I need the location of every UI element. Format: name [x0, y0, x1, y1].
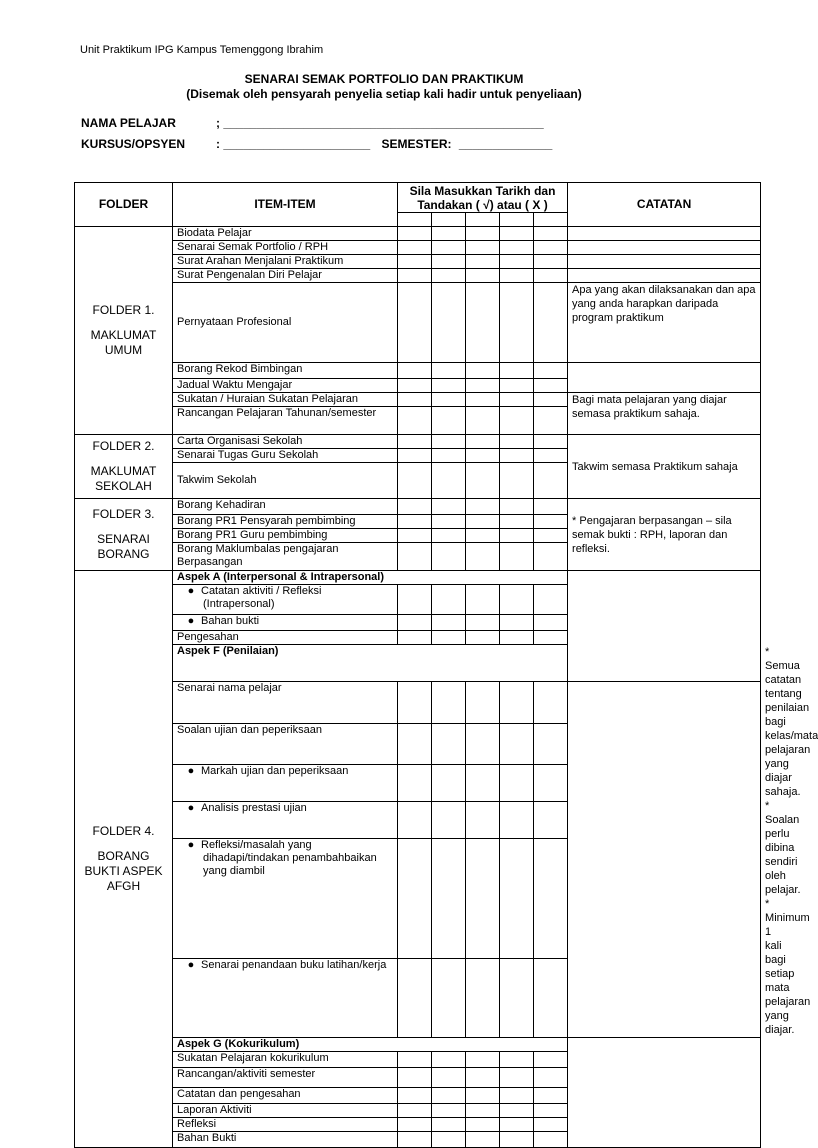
check-cell[interactable] — [466, 449, 500, 463]
check-cell[interactable] — [500, 802, 534, 839]
check-cell[interactable] — [432, 241, 466, 255]
spacer — [79, 839, 168, 849]
check-cell[interactable] — [534, 802, 568, 839]
folder-cell — [75, 571, 173, 1148]
check-cell[interactable] — [466, 802, 500, 839]
table-row — [75, 1038, 761, 1052]
unit-header: Unit Praktikum IPG Kampus Temenggong Ibrahim — [80, 44, 324, 56]
bullet-icon: ● — [187, 838, 195, 851]
check-cell[interactable] — [432, 1052, 466, 1068]
check-cell[interactable] — [500, 435, 534, 449]
folder-cell — [75, 435, 173, 499]
check-cell[interactable] — [500, 269, 534, 283]
table-row — [75, 959, 761, 1038]
item-label: Borang Kehadiran — [173, 499, 398, 515]
check-cell[interactable] — [466, 241, 500, 255]
table-row — [75, 499, 761, 515]
check-cell[interactable] — [398, 463, 432, 499]
item-label: Sukatan Pelajaran kokurikulum — [173, 1052, 398, 1068]
item-label: Catatan dan pengesahan — [173, 1088, 398, 1104]
check-cell[interactable] — [534, 463, 568, 499]
check-cell[interactable] — [466, 227, 500, 241]
check-cell[interactable] — [500, 463, 534, 499]
item-label: Rancangan Pelajaran Tahunan/semester — [173, 407, 398, 435]
check-cell[interactable] — [466, 269, 500, 283]
check-cell[interactable] — [466, 1052, 500, 1068]
check-cell[interactable] — [432, 838, 466, 959]
table-row — [75, 241, 761, 255]
catatan-note: * Pengajaran berpasangan – sila semak bukti : RPH, laporan dan refleksi. — [568, 499, 761, 571]
folder-description: BORANG BUKTI ASPEK AFGH — [84, 849, 163, 893]
check-cell[interactable] — [398, 255, 432, 269]
bullet-icon: ● — [187, 959, 195, 972]
check-cell[interactable] — [534, 379, 568, 393]
item-text: Senarai penandaan buku latihan/kerja — [201, 959, 387, 972]
check-cell[interactable] — [398, 1118, 432, 1132]
kursus-label: KURSUS/OPSYEN — [81, 137, 186, 151]
check-cell[interactable] — [432, 802, 466, 839]
catatan-note — [568, 241, 761, 255]
check-cell[interactable] — [534, 227, 568, 241]
check-cell[interactable] — [398, 379, 432, 393]
check-cell[interactable] — [500, 241, 534, 255]
check-cell[interactable] — [534, 499, 568, 515]
check-cell[interactable] — [500, 283, 534, 363]
check-cell[interactable] — [398, 449, 432, 463]
folder-cell — [75, 227, 173, 435]
folder-description: SENARAI BORANG — [97, 532, 150, 561]
check-cell[interactable] — [500, 499, 534, 515]
folder-name: FOLDER 1. — [92, 303, 155, 317]
check-cell[interactable] — [466, 631, 500, 645]
catatan-note — [568, 269, 761, 283]
check-cell[interactable] — [466, 393, 500, 407]
check-cell[interactable] — [534, 838, 568, 959]
check-cell[interactable] — [398, 681, 432, 723]
check-cell[interactable] — [398, 802, 432, 839]
check-cell[interactable] — [432, 765, 466, 802]
item-label: Takwim Sekolah — [173, 463, 398, 499]
document-subtitle: (Disemak oleh pensyarah penyelia setiap kali hadir untuk penyeliaan) — [186, 87, 582, 101]
check-cell[interactable] — [466, 283, 500, 363]
catatan-note: Apa yang akan dilaksanakan dan apa yang anda harapkan daripada program praktikum — [568, 283, 761, 363]
check-cell[interactable] — [534, 213, 568, 227]
nama-pelajar-label: NAMA PELAJAR — [81, 116, 176, 130]
spacer — [79, 454, 168, 464]
check-cell[interactable] — [500, 585, 534, 615]
check-cell[interactable] — [432, 379, 466, 393]
bullet-icon: ● — [187, 802, 195, 815]
check-cell[interactable] — [500, 1052, 534, 1068]
check-cell[interactable] — [466, 363, 500, 379]
nama-pelajar-field[interactable]: ; ________________________________________________ — [216, 116, 544, 130]
check-cell[interactable] — [432, 1132, 466, 1148]
check-cell[interactable] — [398, 529, 432, 543]
check-cell[interactable] — [500, 407, 534, 435]
table-row — [75, 838, 761, 959]
check-cell[interactable] — [500, 1132, 534, 1148]
check-cell[interactable] — [432, 463, 466, 499]
catatan-note — [568, 255, 761, 269]
item-label: Carta Organisasi Sekolah — [173, 435, 398, 449]
check-cell[interactable] — [398, 723, 432, 765]
check-cell[interactable] — [432, 255, 466, 269]
check-cell[interactable] — [534, 407, 568, 435]
folder-name: FOLDER 2. — [92, 439, 155, 453]
table-row — [75, 363, 761, 379]
semester-label: SEMESTER: — [381, 137, 452, 151]
folder-name: FOLDER 4. — [92, 824, 155, 838]
spacer — [79, 318, 168, 328]
check-cell[interactable] — [534, 269, 568, 283]
table-row — [75, 269, 761, 283]
check-cell[interactable] — [466, 1068, 500, 1088]
check-cell[interactable] — [466, 1132, 500, 1148]
check-cell[interactable] — [398, 1132, 432, 1148]
table-row — [75, 765, 761, 802]
check-cell[interactable] — [466, 1088, 500, 1104]
check-cell[interactable] — [432, 529, 466, 543]
item-label: Senarai Tugas Guru Sekolah — [173, 449, 398, 463]
document-title: SENARAI SEMAK PORTFOLIO DAN PRAKTIKUM — [244, 72, 524, 86]
check-cell[interactable] — [500, 838, 534, 959]
check-cell[interactable] — [466, 838, 500, 959]
check-cell[interactable] — [466, 1104, 500, 1118]
check-cell[interactable] — [398, 838, 432, 959]
check-cell[interactable] — [466, 515, 500, 529]
aspek-f-heading: Aspek F (Penilaian) — [173, 645, 568, 682]
bullet-icon: ● — [187, 765, 195, 778]
check-cell[interactable] — [398, 615, 432, 631]
check-cell[interactable] — [500, 1118, 534, 1132]
item-label: Surat Pengenalan Diri Pelajar — [173, 269, 398, 283]
check-cell[interactable] — [500, 255, 534, 269]
folder-description: MAKLUMAT UMUM — [90, 328, 157, 357]
check-cell[interactable] — [398, 1088, 432, 1104]
check-cell[interactable] — [432, 363, 466, 379]
check-cell[interactable] — [466, 681, 500, 723]
check-cell[interactable] — [466, 543, 500, 571]
item-label — [173, 585, 398, 615]
check-cell[interactable] — [432, 1104, 466, 1118]
check-cell[interactable] — [534, 1088, 568, 1104]
check-cell[interactable] — [500, 227, 534, 241]
check-cell[interactable] — [534, 543, 568, 571]
item-text: Refleksi/masalah yang dihadapi/tindakan penambahbaikan yang diambil — [201, 838, 377, 877]
nama-pelajar-row — [81, 116, 544, 130]
check-cell[interactable] — [534, 515, 568, 529]
col-header-sila: Sila Masukkan Tarikh dan Tandakan ( √) atau ( X ) — [398, 183, 568, 213]
kursus-field[interactable]: : ______________________ — [216, 137, 371, 151]
checklist-table — [74, 182, 818, 1148]
check-cell[interactable] — [466, 255, 500, 269]
item-label: Jadual Waktu Mengajar — [173, 379, 398, 393]
check-cell[interactable] — [432, 585, 466, 615]
check-cell[interactable] — [398, 407, 432, 435]
check-cell[interactable] — [466, 585, 500, 615]
item-label — [173, 765, 398, 802]
catatan-note: Takwim semasa Praktikum sahaja — [568, 435, 761, 499]
table-row — [75, 681, 761, 723]
check-cell[interactable] — [398, 227, 432, 241]
check-cell[interactable] — [466, 723, 500, 765]
check-cell[interactable] — [398, 585, 432, 615]
check-cell[interactable] — [432, 435, 466, 449]
check-cell[interactable] — [534, 1068, 568, 1088]
check-cell[interactable] — [432, 227, 466, 241]
check-cell[interactable] — [398, 241, 432, 255]
folder-cell — [75, 499, 173, 571]
check-cell[interactable] — [432, 959, 466, 1038]
check-cell[interactable] — [398, 959, 432, 1038]
item-label: Borang PR1 Guru pembimbing — [173, 529, 398, 543]
aspek-g-heading: Aspek G (Kokurikulum) — [173, 1038, 568, 1052]
item-label: Refleksi — [173, 1118, 398, 1132]
check-cell[interactable] — [398, 631, 432, 645]
item-label: Borang Maklumbalas pengajaran Berpasangan — [173, 543, 398, 571]
check-cell[interactable] — [432, 543, 466, 571]
check-cell[interactable] — [500, 1088, 534, 1104]
bullet-icon: ● — [187, 585, 195, 597]
check-cell[interactable] — [500, 681, 534, 723]
item-text: Bahan bukti — [201, 615, 260, 627]
item-text: Catatan aktiviti / Refleksi (Intrapersonal) — [201, 585, 322, 610]
item-label: Rancangan/aktiviti semester — [173, 1068, 398, 1088]
item-label — [173, 959, 398, 1038]
check-cell[interactable] — [432, 213, 466, 227]
check-cell[interactable] — [432, 615, 466, 631]
check-cell[interactable] — [500, 449, 534, 463]
check-cell[interactable] — [398, 515, 432, 529]
check-cell[interactable] — [398, 1104, 432, 1118]
check-cell[interactable] — [432, 393, 466, 407]
check-cell[interactable] — [534, 363, 568, 379]
check-cell[interactable] — [500, 543, 534, 571]
check-cell[interactable] — [500, 1068, 534, 1088]
check-cell[interactable] — [432, 449, 466, 463]
check-cell[interactable] — [398, 283, 432, 363]
check-cell[interactable] — [534, 681, 568, 723]
check-cell[interactable] — [466, 379, 500, 393]
check-cell[interactable] — [398, 765, 432, 802]
item-label: Borang Rekod Bimbingan — [173, 363, 398, 379]
check-cell[interactable] — [534, 615, 568, 631]
table-row — [75, 255, 761, 269]
item-label: Surat Arahan Menjalani Praktikum — [173, 255, 398, 269]
item-label: Senarai nama pelajar — [173, 681, 398, 723]
table-row — [75, 435, 761, 449]
check-cell[interactable] — [432, 283, 466, 363]
item-label — [173, 615, 398, 631]
check-cell[interactable] — [500, 723, 534, 765]
check-cell[interactable] — [466, 463, 500, 499]
check-cell[interactable] — [500, 765, 534, 802]
bullet-icon: ● — [187, 615, 195, 627]
col-header-item: ITEM-ITEM — [173, 183, 398, 227]
folder-description: MAKLUMAT SEKOLAH — [90, 464, 157, 493]
check-cell[interactable] — [398, 1068, 432, 1088]
check-cell[interactable] — [432, 1068, 466, 1088]
col-header-folder: FOLDER — [75, 183, 173, 227]
check-cell[interactable] — [534, 393, 568, 407]
check-cell[interactable] — [398, 213, 432, 227]
check-cell[interactable] — [432, 499, 466, 515]
check-cell[interactable] — [432, 269, 466, 283]
check-cell[interactable] — [398, 1052, 432, 1068]
check-cell[interactable] — [466, 615, 500, 631]
catatan-note — [568, 227, 761, 241]
check-cell[interactable] — [466, 213, 500, 227]
table-row — [75, 723, 761, 765]
check-cell[interactable] — [466, 529, 500, 543]
table-row — [75, 571, 761, 585]
check-cell[interactable] — [534, 1104, 568, 1118]
item-label: Sukatan / Huraian Sukatan Pelajaran — [173, 393, 398, 407]
check-cell[interactable] — [534, 255, 568, 269]
kursus-row — [81, 137, 552, 151]
check-cell[interactable] — [500, 1104, 534, 1118]
item-label — [173, 802, 398, 839]
table-row — [75, 183, 761, 213]
check-cell[interactable] — [398, 363, 432, 379]
check-cell[interactable] — [534, 1052, 568, 1068]
catatan-note — [568, 571, 761, 682]
check-cell[interactable] — [466, 407, 500, 435]
check-cell[interactable] — [466, 499, 500, 515]
catatan-note — [568, 1038, 761, 1148]
check-cell[interactable] — [398, 543, 432, 571]
check-cell[interactable] — [534, 631, 568, 645]
catatan-note: Bagi mata pelajaran yang diajar semasa praktikum sahaja. — [568, 393, 761, 435]
folder-name: FOLDER 3. — [92, 507, 155, 521]
spacer — [79, 522, 168, 532]
check-cell[interactable] — [534, 241, 568, 255]
check-cell[interactable] — [534, 723, 568, 765]
item-label — [173, 838, 398, 959]
table-row — [75, 283, 761, 363]
check-cell[interactable] — [500, 959, 534, 1038]
check-cell[interactable] — [534, 449, 568, 463]
check-cell[interactable] — [500, 213, 534, 227]
check-cell[interactable] — [534, 435, 568, 449]
check-cell[interactable] — [534, 283, 568, 363]
check-cell[interactable] — [534, 585, 568, 615]
item-label: Biodata Pelajar — [173, 227, 398, 241]
item-label: Borang PR1 Pensyarah pembimbing — [173, 515, 398, 529]
check-cell[interactable] — [432, 723, 466, 765]
table-row — [75, 802, 761, 839]
check-cell[interactable] — [432, 631, 466, 645]
catatan-note — [568, 363, 761, 393]
check-cell[interactable] — [500, 631, 534, 645]
check-cell[interactable] — [432, 681, 466, 723]
table-row: Aspek F (Penilaian) * Semua catatan tentang penilaian bagi kelas/mata pelajaran yang diajar sahaja. * Soalan perlu dibina sendiri oleh pelajar. * Minimum 1 kali bagi setiap mata pelajaran yang diajar. — [75, 645, 761, 682]
check-cell[interactable] — [432, 407, 466, 435]
check-cell[interactable] — [534, 1118, 568, 1132]
check-cell[interactable] — [398, 269, 432, 283]
item-text: Markah ujian dan peperiksaan — [201, 765, 349, 778]
semester-field[interactable]: ______________ — [458, 137, 553, 151]
check-cell[interactable] — [466, 1118, 500, 1132]
check-cell[interactable] — [466, 959, 500, 1038]
check-cell[interactable] — [534, 959, 568, 1038]
aspek-a-heading: Aspek A (Interpersonal & Intrapersonal) — [173, 571, 568, 585]
item-label: Senarai Semak Portfolio / RPH — [173, 241, 398, 255]
item-text: Analisis prestasi ujian — [201, 802, 307, 815]
check-cell[interactable] — [466, 435, 500, 449]
col-header-catatan: CATATAN — [568, 183, 761, 227]
item-label: Soalan ujian dan peperiksaan — [173, 723, 398, 765]
check-cell[interactable] — [500, 379, 534, 393]
check-cell[interactable] — [432, 1088, 466, 1104]
check-cell[interactable] — [466, 765, 500, 802]
table-row — [75, 393, 761, 407]
check-cell[interactable] — [432, 515, 466, 529]
check-cell[interactable] — [398, 393, 432, 407]
check-cell[interactable] — [500, 515, 534, 529]
check-cell[interactable] — [534, 765, 568, 802]
check-cell[interactable] — [398, 499, 432, 515]
check-cell[interactable] — [500, 615, 534, 631]
item-label: Laporan Aktiviti — [173, 1104, 398, 1118]
check-cell[interactable] — [534, 529, 568, 543]
item-label: Pengesahan — [173, 631, 398, 645]
check-cell[interactable] — [500, 393, 534, 407]
item-label: Bahan Bukti — [173, 1132, 398, 1148]
check-cell[interactable] — [432, 1118, 466, 1132]
item-label: Pernyataan Profesional — [173, 283, 398, 363]
table-row — [75, 227, 761, 241]
check-cell[interactable] — [398, 435, 432, 449]
check-cell[interactable] — [534, 1132, 568, 1148]
check-cell[interactable] — [500, 363, 534, 379]
check-cell[interactable] — [500, 529, 534, 543]
